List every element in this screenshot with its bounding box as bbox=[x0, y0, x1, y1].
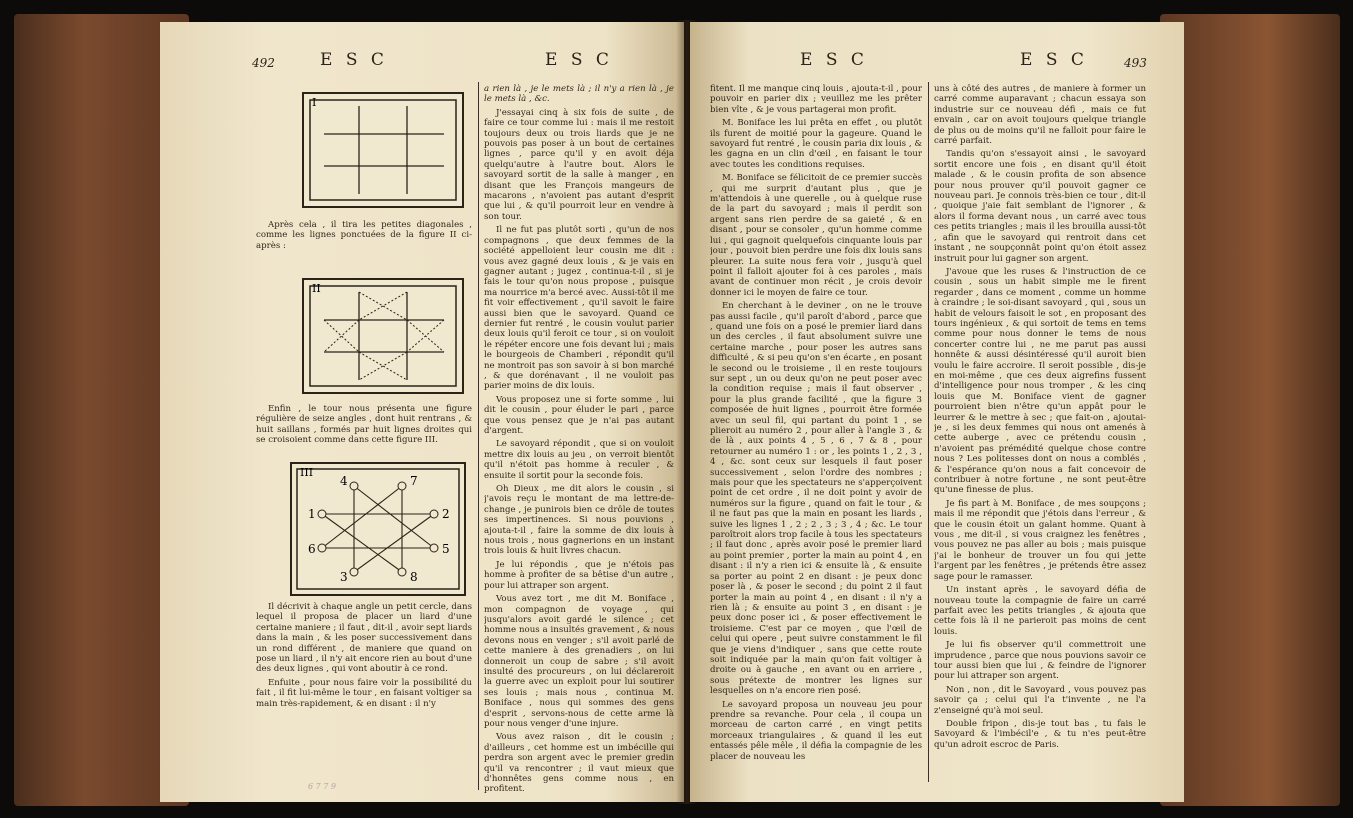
figure-3-number: 5 bbox=[442, 542, 450, 556]
paragraph: En cherchant à le deviner , on ne le trouve pas aussi facile , qu'il paroît d'abord , parce que , quand une fois on a posé le premier liard dans un des cercles , il faut absolument suivre une certaine marche , pour poser les autres sans difficulté , & si peu qu'on s'en écarte , en posant le second ou le troisieme , il en reste toujours sur sept , un ou deux qu'on ne peut poser avec la condition requise ; mais il faut observer , pour la plus grande facilité , que la figure 3 composée de huit lignes , pourroit être formée avec un seul fil, qui partant du point 1 , se plieroit au numéro 2 , pour aller à l'angle 3 , & de là , aux points 4 , 5 , 6 , 7 & 8 , pour retourner au numéro 1 : or , les points 1 , 2 , 3 , 4 , &c. sont ceux sur lesquels il faut poser successivement , selon l'ordre des nombres ; mais pour que les spectateurs ne s'apperçoivent point de cet ordre , il ne doit point y avoir de numéros sur la figure , quand on fait le tour , & il ne faut pas que la main en posant les liards , suive les lignes 1 , 2 ; 2 , 3 ; 3 , 4 ; &c. Le tour paroîtroit alors trop facile à tous les spectateurs ; il faut donc , après avoir posé le premier liard au point premier , porter la main au point 4 , en disant : il n'y a rien ici & ensuite là , & ensuite sa porter au point 2 en disant : je peux donc poser là , & poser le second ; du point 2 il faut porter la main au point 4 , en disant : il n'y a rien là ; & ensuite au point 3 , en disant : je peux donc poser ici , & poser effectivement le troisieme. C'est par ce moyen , que l'œil de celui qui opere , peut suivre constamment le fil que je viens d'indiquer , sans que cette route soit indiquée par la main qu'on fait voltiger à droite ou à gauche , en avant ou en arriere , sous prétexte de montrer les lignes sur lesquelles on n'a encore rien posé. bbox=[710, 301, 922, 697]
figure-3-number: 1 bbox=[308, 507, 316, 521]
paragraph: Je lui fis observer qu'il commettroit une imprudence , parce que nous pouvions savoir ce tour aussi bien que lui , & feindre de l'ignorer pour lui attraper son argent. bbox=[934, 640, 1146, 682]
column-rule-left bbox=[478, 82, 479, 790]
caption-paragraph: Après cela , il tira les petites diagonales , comme les lignes ponctuées de la figure II ci-après : bbox=[256, 220, 472, 251]
caption-figure-3-intro bbox=[256, 404, 472, 456]
paragraph: Le savoyard répondit , que si on vouloit mettre dix louis au jeu , on verroit bientôt qu'il n'étoit pas homme à reculer , & ensuite il sortit pour la seconde fois. bbox=[484, 439, 674, 481]
right-page-right-column bbox=[934, 84, 1146, 794]
right-page bbox=[690, 22, 1184, 802]
paragraph: Je lui répondis , que je n'étois pas homme à profiter de sa bêtise d'un autre , pour lui attraper son argent. bbox=[484, 559, 674, 591]
figure-3-number: 7 bbox=[410, 474, 418, 488]
figure-1 bbox=[302, 92, 464, 208]
paragraph: Il décrivit à chaque angle un petit cercle, dans lequel il proposa de placer un liard d'une certaine maniere ; il faut , dit-il , avoir sept liards dans la main , & les poser successivement dans un rond différent , de maniere que quand on pose un liard , il n'y ait encore rien au bout d'une des deux lignes , qui vont aboutir à ce rond. bbox=[256, 602, 472, 675]
paragraph: M. Boniface se félicitoit de ce premier succès , qui me surprit d'autant plus , que je m'attendois à une querelle , ou à quelque ruse de la part du savoyard ; mais il perdit son argent sans rien perdre de sa gaieté , & en disant , pour se consoler , qu'un homme comme lui , qui gagnoit quelquefois cinquante louis par jour , pouvoit bien perdre une fois dix louis sans pleurer. La suite nous fera voir , jusqu'à quel point il falloit ajouter foi à ces paroles , mais avant de continuer mon récit , je crois devoir donner ici le moyen de faire ce tour. bbox=[710, 173, 922, 298]
figure-1-label: I bbox=[312, 96, 317, 109]
paragraph: fitent. Il me manque cinq louis , ajouta-t-il , pour pouvoir en parier dix ; veuillez me les prêter bien vîte , & je vous partagerai mon profit. bbox=[710, 84, 922, 115]
figure-3-number: 4 bbox=[340, 474, 348, 488]
caption-figure-2-intro bbox=[256, 220, 472, 272]
paragraph: J'avoue que les ruses & l'instruction de ce cousin , sous un habit simple me le firent regarder , dans ce moment , comme un homme à craindre ; le soi-disant savoyard , qui , sous un habit de velours faisoit le sot , en proposant des tours ingénieux , & qui sortoit de tems en tems comme pour nous donner le tems de nous concerter contre lui , ne me parut pas aussi honnête & aussi désintéressé qu'il auroit bien voulu le faire accroire. Il seroit possible , dis-je en moi-même , que ces deux aigrefins fussent d'intelligence pour nous tromper , & les cinq louis que M. Boniface vient de gagner pourroient bien n'être qu'un appât pour le leurrer & le mettre à sec ; que fait-on , ajoutai-je , si les deux femmes qui nous ont amenés à cette auberge , avec ce prétendu cousin , n'avoient pas prémédité quelque chose contre nous ? Les politesses dont on nous a comblés , & l'espérance qu'on nous a fait concevoir de contribuer à notre fortune , ne sont peut-être qu'une finesse de plus. bbox=[934, 266, 1146, 496]
paragraph: Double fripon , dis-je tout bas , tu fais le Savoyard & l'imbécil'e , & tu n'es peut-être qu'un adroit escroc de Paris. bbox=[934, 718, 1146, 750]
paragraph: a rien là , je le mets là ; il n'y a rien là , je le mets là , &c. bbox=[484, 84, 674, 105]
figure-3-label: III bbox=[300, 466, 314, 479]
figure-2-grid bbox=[304, 280, 462, 392]
left-page-right-column bbox=[484, 84, 674, 794]
paragraph: Oh Dieux , me dit alors le cousin , si j'avois reçu le montant de ma lettre-de-change , je punirois bien ce drôle de toutes ses impertinences. Si nous pouvions , ajouta-t-il , faire la somme de dix louis à nous trois , nous gagnerions en un instant trois louis & huit livres chacun. bbox=[484, 484, 674, 557]
column-rule-right bbox=[928, 82, 929, 782]
figure-3-number: 6 bbox=[308, 542, 316, 556]
left-page bbox=[160, 22, 684, 802]
paragraph: Vous avez raison , dit le cousin ; d'ailleurs , cet homme est un imbécille qui perdra son argent avec le premier gredin qu'il va rencontrer ; il vaut mieux que d'honnêtes gens comme nous , en profitent. bbox=[484, 732, 674, 794]
paragraph: Le savoyard proposa un nouveau jeu pour prendre sa revanche. Pour cela , il coupa un morceau de carton carré , en vingt petits morceaux triangulaires , & quand il les eut entassés pêle mêle , il défia la compagnie de les placer de nouveau les bbox=[710, 699, 922, 762]
figure-3-star bbox=[292, 464, 464, 594]
figure-3-number: 3 bbox=[340, 570, 348, 584]
paragraph: Un instant après , le savoyard défia de nouveau toute la compagnie de faire un carré parfait avec les petits triangles , & ajouta que cette fois là il ne parieroit pas moins de cent louis. bbox=[934, 585, 1146, 637]
figure-2-label: II bbox=[312, 282, 321, 295]
page-number-left: 492 bbox=[252, 56, 275, 70]
paragraph: Je fis part à M. Boniface , de mes soupçons ; mais il me répondit que j'étois dans l'erreur , & que le cousin étoit un galant homme. Quant à vous , me dit-il , si vous craignez les fenêtres , vous pouvez ne pas aller au bois ; mais puisque j'ai le bonheur de trouver un fou qui jette l'argent par les fenêtres , je prétends être assez sage pour le ramasser. bbox=[934, 498, 1146, 582]
running-head-left: E S C bbox=[320, 50, 388, 70]
figure-1-grid bbox=[304, 94, 462, 206]
right-cover-edge bbox=[1160, 14, 1340, 806]
paragraph: Non , non , dit le Savoyard , vous pouvez pas savoir ça ; celui qui l'a t'invente , ne l'a z'enseigné qu'à moi seul. bbox=[934, 684, 1146, 716]
paragraph: Enfuite , pour nous faire voir la possibilité du fait , il fit lui-même le tour , en faisant voltiger sa main très-rapidement, & en disant : il n'y bbox=[256, 677, 472, 709]
right-page-left-column bbox=[710, 84, 922, 794]
left-lower-text bbox=[256, 602, 472, 798]
running-head-right-2: E S C bbox=[1020, 50, 1088, 70]
paragraph: Il ne fut pas plutôt sorti , qu'un de nos compagnons , que deux femmes de la société appelloient leur cousin me dit : vous avez gagné deux louis , & je vais en gagner autant ; jugez , continua-t-il , si je fais le tour qu'on nous propose , puisque ma nourrice m'a bercé avec. Aussi-tôt il me fit voir effectivement , qu'il savoit le faire aussi bien que le savoyard. Quand ce dernier fut rentré , le cousin voulut parier deux louis qu'il feroit ce tour , si on vouloit le répéter encore une fois devant lui ; mais le bourgeois de Chamberi , répondit qu'il ne montroit pas son savoir à si bon marché , & que dorénavant , il ne vouloit pas parier moins de dix louis. bbox=[484, 225, 674, 392]
page-number-right: 493 bbox=[1124, 56, 1147, 70]
figure-2 bbox=[302, 278, 464, 394]
paragraph: M. Boniface les lui prêta en effet , ou plutôt ils furent de moitié pour la gageure. Quand le savoyard fut rentré , le cousin paria dix louis , & les gagna en un clin d'œil , en faisant le tour avec toutes les conditions requises. bbox=[710, 118, 922, 170]
figure-3-number: 8 bbox=[410, 570, 418, 584]
caption-paragraph: Enfin , le tour nous présenta une figure régulière de seize angles , dont huit rentrans , & huit saillans , formés par huit lignes droites qui se croisoient comme dans cette figure III. bbox=[256, 404, 472, 446]
paragraph: Vous avez tort , me dit M. Boniface , mon compagnon de voyage , qui jusqu'alors avoit gardé le silence ; cet homme nous a insultés gravement , & nous devons nous en venger ; s'il avoit parlé de cette maniere à des grenadiers , on lui donneroit un coup de sabre ; s'il avoit insulté des procureurs , on lui déclareroit la guerre avec un exploit pour lui soutirer ses louis ; mais nous , continua M. Boniface , nous qui sommes des gens d'esprit , servons-nous de cette arme là pour nous venger d'une injure. bbox=[484, 594, 674, 729]
paragraph: uns à côté des autres , de maniere à former un carré comme auparavant ; chacun essaya son industrie sur ce nouveau défi , mais ce fut envain , car on avoit toujours quelque triangle de plus ou de moins qu'il ne falloit pour faire le carré parfait. bbox=[934, 84, 1146, 147]
figure-3-number: 2 bbox=[442, 507, 450, 521]
running-head-left-2: E S C bbox=[545, 50, 613, 70]
figure-3 bbox=[290, 462, 466, 596]
paragraph: Tandis qu'on s'essayoit ainsi , le savoyard sortit encore une fois , en disant qu'il étoit malade , & le cousin profita de son absence pour nous prouver qu'il pouvoit gagner ce nouveau pari. Je connois très-bien ce tour , dit-il , quoique j'aie fait semblant de l'ignorer , & alors il forma devant nous , un carré avec tous ces petits triangles ; mais il les brouilla aussi-tôt , afin que le savoyard qui rentroit dans cet instant , ne soupçonnât point qu'on étoit assez instruit pour lui gagner son argent. bbox=[934, 149, 1146, 264]
paragraph: J'essayai cinq à six fois de suite , de faire ce tour comme lui : mais il me restoit toujours deux ou trois liards que je ne pouvois pas poser à un bout de certaines lignes , parce qu'il y en avoit déja quelqu'autre à l'autre bout. Alors le savoyard sortit de la salle à manger , en disant que les François mangeurs de macarons , n'avoient pas autant d'esprit que lui , & qu'il pourroit leur en vendre à son tour. bbox=[484, 107, 674, 222]
paragraph: Vous proposez une si forte somme , lui dit le cousin , pour éluder le pari , parce que vous pensez que je n'ai pas autant d'argent. bbox=[484, 394, 674, 436]
library-stamp: 6 7 7 9 bbox=[308, 782, 336, 791]
running-head-right: E S C bbox=[800, 50, 868, 70]
